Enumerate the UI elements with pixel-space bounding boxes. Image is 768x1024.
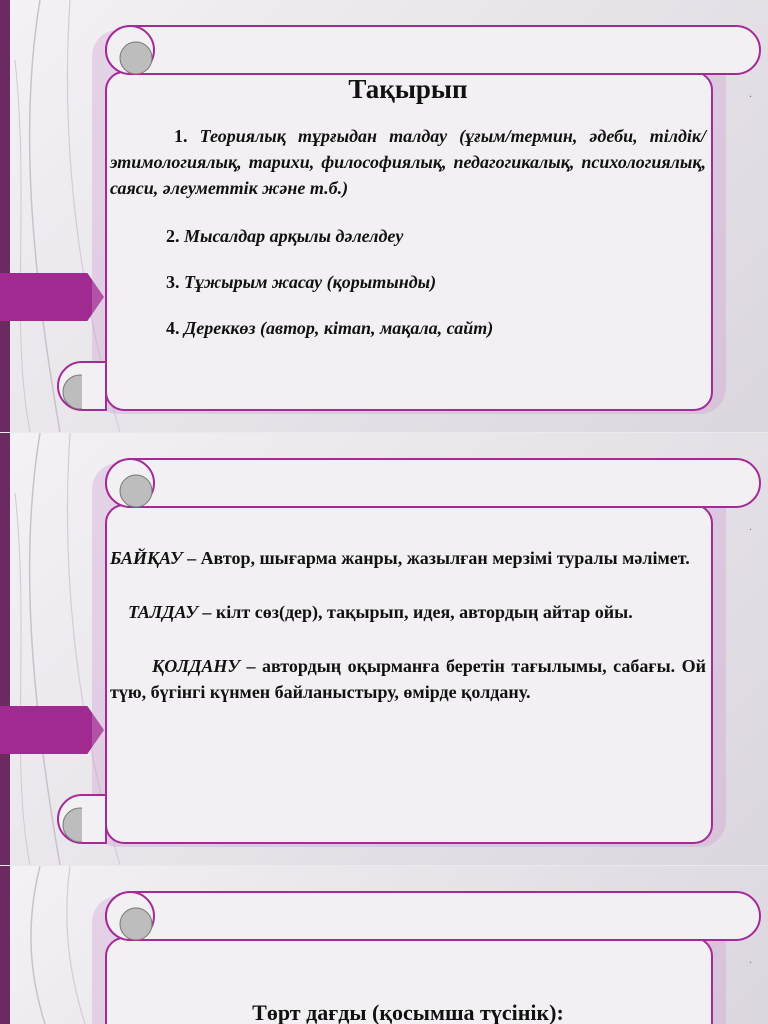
- slide-1: [0, 0, 768, 432]
- slide-dot: .: [749, 519, 752, 533]
- slide-dot: .: [749, 952, 752, 966]
- term-baikau: БАЙҚАУ: [110, 548, 183, 568]
- list-item-1-text: Теориялық тұрғыдан талдау (ұғым/термин, әдеби, тілдік/этимологиялық, тарихи, философиялық, педагогикалық, психологиялық, саяси, әлеуметтік және т.б.): [110, 126, 707, 198]
- list-item-3-text: Тұжырым жасау (қорытынды): [184, 272, 437, 292]
- list-item-2-number: 2.: [166, 226, 180, 246]
- slide-3-title: Төрт дағды (қосымша түсінік):: [252, 1000, 564, 1024]
- list-item-1: [110, 123, 706, 201]
- slide-2-content: [110, 545, 706, 705]
- slide-title: Тақырып: [348, 74, 468, 104]
- list-item-3: [110, 269, 706, 295]
- list-item-2-text: Мысалдар арқылы дәлелдеу: [184, 226, 404, 246]
- term-taldau: ТАЛДАУ: [128, 602, 198, 622]
- paragraph-koldanu: [110, 653, 706, 705]
- list-item-4-number: 4.: [166, 318, 180, 338]
- term-koldanu: ҚОЛДАНУ: [152, 656, 240, 676]
- list-item-4-text: Дереккөз (автор, кітап, мақала, сайт): [184, 318, 494, 338]
- paragraph-taldau: [110, 599, 706, 625]
- slide-dot: .: [749, 86, 752, 100]
- slide-1-content: [110, 74, 706, 341]
- slide-2: [0, 433, 768, 865]
- slide-3-content: [110, 1000, 706, 1024]
- text-koldanu: – автордың оқырманға беретін тағылымы, сабағы. Ой түю, бүгінгі күнмен байланыстыру, өмірде қолдану.: [110, 656, 706, 702]
- list-item-1-number: 1.: [174, 126, 188, 146]
- list-item-3-number: 3.: [166, 272, 180, 292]
- list-item-4: [110, 315, 706, 341]
- text-taldau: – кілт сөз(дер), тақырып, идея, автордың айтар ойы.: [197, 602, 633, 622]
- list-item-2: [110, 223, 706, 249]
- slide-3: [0, 866, 768, 1024]
- text-baikau: – Автор, шығарма жанры, жазылған мерзімі туралы мәлімет.: [182, 548, 690, 568]
- paragraph-baikau: [110, 545, 706, 571]
